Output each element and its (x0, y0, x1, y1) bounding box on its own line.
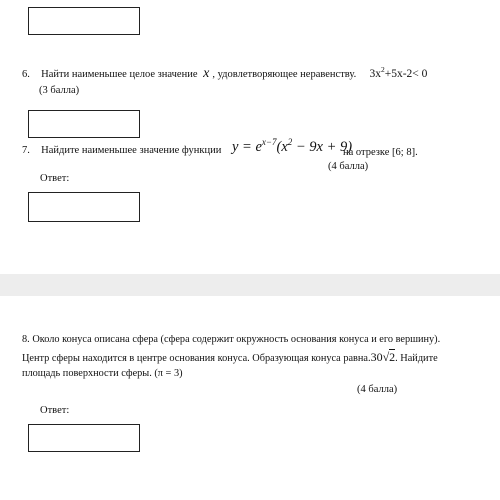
q8-line1 (22, 333, 440, 347)
q6-number: 6. (22, 68, 30, 80)
q7-function: $y = e^{x-7}(x^2 - 9x + 9)$ (232, 137, 353, 155)
answer-box-q8[interactable] (28, 424, 140, 452)
q7-interval: на отрезке [6; 8]. (343, 147, 418, 158)
page-divider (0, 274, 500, 296)
q8-answer-label: Ответ: (40, 405, 70, 416)
answer-box-q6[interactable] (28, 110, 140, 138)
q8-text-line1: Около конуса описана сфера (сфера содержит окружность основания конуса и его вершину). (32, 334, 441, 345)
q8-sqrt-arg: 2 (389, 350, 396, 364)
q8-text-line2a: Центр сферы находится в центре основания конуса. Образующая конуса равна. (22, 353, 371, 364)
q7-points: (4 балла) (328, 161, 369, 172)
q6-text: Найти наименьшее целое значение (41, 68, 198, 80)
q6-points: (3 балла) (39, 85, 80, 96)
q8-line3: площадь поверхности сферы. (π = 3) (22, 368, 183, 379)
q6-variable: x (203, 65, 210, 81)
q6-text2: , удовлетворяющее неравенству. (212, 68, 357, 80)
answer-box-q7[interactable] (28, 192, 140, 222)
q6-inequality: $3x^2+5x-2< 0$ (369, 65, 428, 80)
q7-answer-label: Ответ: (40, 173, 70, 184)
q6-line (22, 63, 427, 82)
q7-text: Найдите наименьшее значение функции (41, 145, 222, 156)
q7-number: 7. (22, 145, 30, 156)
q8-text-line2b: . Найдите (395, 353, 438, 364)
q8-points: (4 балла) (357, 384, 398, 395)
q7-line (22, 144, 221, 158)
q8-number: 8. (22, 334, 30, 345)
sqrt-symbol: √ (382, 350, 390, 364)
q8-line2 (22, 351, 438, 366)
q8-value: 30 (370, 350, 383, 364)
answer-box-q5[interactable] (28, 7, 140, 35)
